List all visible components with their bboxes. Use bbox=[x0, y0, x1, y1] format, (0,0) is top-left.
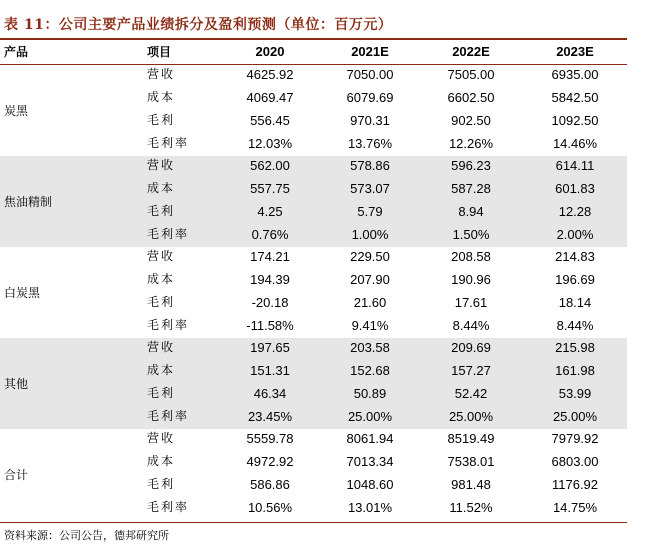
table-row bbox=[0, 223, 627, 246]
product-name: 白炭黑 bbox=[4, 285, 41, 300]
cell-2022e: 12.26% bbox=[448, 136, 494, 151]
cell-2020: 12.03% bbox=[247, 136, 293, 151]
cell-2023e: 18.14 bbox=[558, 295, 592, 310]
cell-2020: 562.00 bbox=[250, 158, 290, 173]
header-year-2022e: 2022E bbox=[452, 44, 490, 59]
table-row bbox=[0, 405, 627, 428]
table-row bbox=[0, 336, 627, 359]
cell-2021e: 6079.69 bbox=[346, 90, 394, 105]
cell-2022e: 587.28 bbox=[451, 181, 491, 196]
header-year-2020: 2020 bbox=[255, 44, 285, 59]
product-group bbox=[0, 156, 627, 247]
row-item-label: 成本 bbox=[147, 272, 176, 286]
row-item-label: 毛利率 bbox=[147, 227, 190, 241]
row-item-label: 成本 bbox=[147, 181, 176, 195]
product-name: 焦油精制 bbox=[4, 194, 53, 209]
cell-2021e: 1.00% bbox=[351, 227, 389, 242]
table-row bbox=[0, 291, 627, 314]
row-item-label: 毛利 bbox=[147, 204, 176, 218]
table-row bbox=[0, 473, 627, 496]
cell-2023e: 25.00% bbox=[552, 409, 598, 424]
cell-2023e: 14.75% bbox=[552, 500, 598, 515]
cell-2020: 5559.78 bbox=[246, 431, 294, 446]
cell-2021e: 21.60 bbox=[353, 295, 387, 310]
cell-2021e: 578.86 bbox=[350, 158, 390, 173]
row-item-label: 营收 bbox=[147, 67, 176, 81]
cell-2023e: 6935.00 bbox=[551, 67, 599, 82]
table-row bbox=[0, 245, 627, 268]
product-name: 合计 bbox=[4, 467, 29, 482]
row-item-label: 毛利率 bbox=[147, 136, 190, 150]
row-item-label: 成本 bbox=[147, 90, 176, 104]
cell-2022e: 209.69 bbox=[451, 340, 491, 355]
cell-2023e: 12.28 bbox=[558, 204, 592, 219]
product-group bbox=[0, 338, 627, 429]
cell-2020: 194.39 bbox=[250, 272, 290, 287]
cell-2023e: 601.83 bbox=[555, 181, 595, 196]
cell-2020: 4625.92 bbox=[246, 67, 294, 82]
header-item: 项目 bbox=[147, 45, 172, 59]
cell-2021e: 25.00% bbox=[347, 409, 393, 424]
cell-2021e: 7050.00 bbox=[346, 67, 394, 82]
row-item-label: 毛利 bbox=[147, 477, 176, 491]
cell-2021e: 13.76% bbox=[347, 136, 393, 151]
table-row bbox=[0, 109, 627, 132]
cell-2020: 586.86 bbox=[250, 477, 290, 492]
cell-2020: 557.75 bbox=[250, 181, 290, 196]
cell-2021e: 207.90 bbox=[350, 272, 390, 287]
table-row bbox=[0, 427, 627, 450]
row-item-label: 毛利 bbox=[147, 113, 176, 127]
cell-2022e: 8.44% bbox=[452, 318, 490, 333]
table-row bbox=[0, 314, 627, 337]
row-item-label: 成本 bbox=[147, 454, 176, 468]
cell-2022e: 52.42 bbox=[454, 386, 488, 401]
cell-2022e: 902.50 bbox=[451, 113, 491, 128]
cell-2021e: 9.41% bbox=[351, 318, 389, 333]
cell-2021e: 8061.94 bbox=[346, 431, 394, 446]
cell-2021e: 7013.34 bbox=[346, 454, 394, 469]
cell-2023e: 6803.00 bbox=[551, 454, 599, 469]
cell-2022e: 190.96 bbox=[451, 272, 491, 287]
cell-2021e: 573.07 bbox=[350, 181, 390, 196]
cell-2022e: 11.52% bbox=[449, 500, 493, 515]
cell-2020: 4972.92 bbox=[246, 454, 294, 469]
table-row bbox=[0, 177, 627, 200]
cell-2023e: 196.69 bbox=[555, 272, 595, 287]
cell-2020: 4069.47 bbox=[246, 90, 294, 105]
header-year-2023e: 2023E bbox=[556, 44, 594, 59]
cell-2022e: 596.23 bbox=[451, 158, 491, 173]
cell-2022e: 1.50% bbox=[452, 227, 490, 242]
cell-2020: -20.18 bbox=[251, 295, 289, 310]
row-item-label: 营收 bbox=[147, 340, 176, 354]
cell-2021e: 1048.60 bbox=[346, 477, 394, 492]
cell-2021e: 13.01% bbox=[347, 500, 393, 515]
cell-2022e: 7505.00 bbox=[447, 67, 495, 82]
cell-2023e: 161.98 bbox=[555, 363, 595, 378]
cell-2020: 197.65 bbox=[250, 340, 290, 355]
cell-2020: 556.45 bbox=[250, 113, 290, 128]
cell-2023e: 8.44% bbox=[556, 318, 594, 333]
cell-2022e: 8519.49 bbox=[447, 431, 495, 446]
table-row bbox=[0, 132, 627, 155]
cell-2023e: 53.99 bbox=[558, 386, 592, 401]
cell-2023e: 7979.92 bbox=[551, 431, 599, 446]
cell-2020: 174.21 bbox=[250, 249, 290, 264]
row-item-label: 成本 bbox=[147, 363, 176, 377]
cell-2023e: 14.46% bbox=[552, 136, 598, 151]
cell-2023e: 215.98 bbox=[555, 340, 595, 355]
cell-2023e: 1176.92 bbox=[551, 477, 599, 492]
row-item-label: 营收 bbox=[147, 158, 176, 172]
cell-2021e: 152.68 bbox=[350, 363, 390, 378]
cell-2022e: 157.27 bbox=[451, 363, 491, 378]
header-year-2021e: 2021E bbox=[351, 44, 389, 59]
cell-2022e: 208.58 bbox=[451, 249, 491, 264]
cell-2020: 4.25 bbox=[257, 204, 283, 219]
cell-2020: 0.76% bbox=[251, 227, 289, 242]
cell-2022e: 8.94 bbox=[458, 204, 484, 219]
header-product: 产品 bbox=[4, 45, 29, 59]
table-row bbox=[0, 200, 627, 223]
cell-2020: 151.31 bbox=[250, 363, 290, 378]
cell-2021e: 229.50 bbox=[350, 249, 390, 264]
cell-2022e: 17.61 bbox=[454, 295, 488, 310]
table-row bbox=[0, 63, 627, 86]
row-item-label: 营收 bbox=[147, 249, 176, 263]
bottom-rule bbox=[0, 522, 627, 523]
row-item-label: 营收 bbox=[147, 431, 176, 445]
cell-2020: 23.45% bbox=[247, 409, 293, 424]
table-row bbox=[0, 450, 627, 473]
cell-2023e: 1092.50 bbox=[551, 113, 599, 128]
table-row bbox=[0, 154, 627, 177]
row-item-label: 毛利率 bbox=[147, 500, 190, 514]
table-row bbox=[0, 382, 627, 405]
source-note: 资料来源：公司公告，德邦研究所 bbox=[4, 529, 169, 542]
cell-2023e: 614.11 bbox=[555, 158, 595, 173]
table-row bbox=[0, 268, 627, 291]
table-row bbox=[0, 496, 627, 519]
cell-2023e: 2.00% bbox=[556, 227, 594, 242]
cell-2021e: 50.89 bbox=[353, 386, 387, 401]
cell-2023e: 5842.50 bbox=[551, 90, 599, 105]
cell-2020: 10.56% bbox=[247, 500, 293, 515]
product-group bbox=[0, 429, 627, 520]
cell-2022e: 25.00% bbox=[448, 409, 494, 424]
cell-2022e: 981.48 bbox=[451, 477, 491, 492]
table-row bbox=[0, 86, 627, 109]
table-row bbox=[0, 359, 627, 382]
cell-2021e: 970.31 bbox=[350, 113, 390, 128]
row-item-label: 毛利 bbox=[147, 295, 176, 309]
cell-2022e: 6602.50 bbox=[447, 90, 495, 105]
cell-2020: -11.58% bbox=[246, 318, 294, 333]
cell-2021e: 203.58 bbox=[350, 340, 390, 355]
product-group bbox=[0, 65, 627, 156]
product-group bbox=[0, 247, 627, 338]
row-item-label: 毛利 bbox=[147, 386, 176, 400]
product-name: 其他 bbox=[4, 376, 29, 391]
cell-2023e: 214.83 bbox=[555, 249, 595, 264]
cell-2021e: 5.79 bbox=[357, 204, 383, 219]
product-name: 炭黑 bbox=[4, 103, 29, 118]
table-title: 表 11：公司主要产品业绩拆分及盈利预测（单位：百万元） bbox=[4, 17, 393, 33]
row-item-label: 毛利率 bbox=[147, 409, 190, 423]
table-header bbox=[0, 40, 627, 64]
row-item-label: 毛利率 bbox=[147, 318, 190, 332]
cell-2020: 46.34 bbox=[253, 386, 287, 401]
cell-2022e: 7538.01 bbox=[447, 454, 495, 469]
